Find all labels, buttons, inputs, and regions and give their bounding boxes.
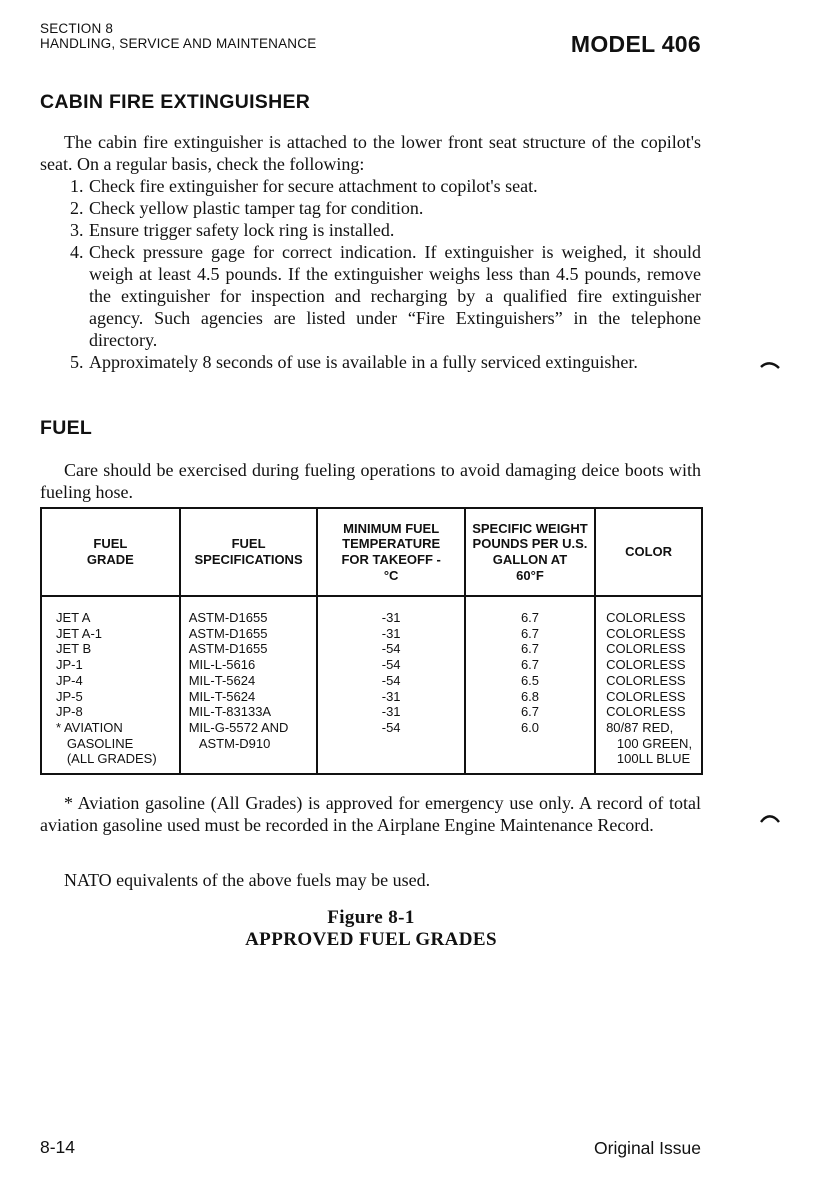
revision-bar [760,812,780,822]
header-color: COLOR [595,508,702,596]
table-body-row [41,596,702,774]
checklist-item: 1. Check fire extinguisher for secure attachment to copilot's seat. [88,175,701,197]
checklist-item: 3. Ensure trigger safety lock ring is installed. [88,219,701,241]
fuel-heading: FUEL [40,417,93,439]
figure-number: Figure 8-1 [327,907,415,928]
cabin-intro-text: The cabin fire extinguisher is attached to the lower front seat structure of the copilot's seat. On a regular basis, check the following: [40,132,701,174]
aviation-gasoline-note [40,792,701,836]
section-title: HANDLING, SERVICE AND MAINTENANCE [40,36,317,51]
fuel-intro-text: Care should be exercised during fueling operations to avoid damaging deice boots with fueling hose. [40,460,701,502]
checklist-item: 5. Approximately 8 seconds of use is available in a fully serviced extinguisher. [88,351,701,373]
fuel-spec-column: ASTM-D1655 ASTM-D1655 ASTM-D1655 MIL-L-5616 MIL-T-5624 MIL-T-5624 MIL-T-83133A MIL-G-5572 AND ASTM-D910 [180,596,318,774]
aviation-gasoline-note-text: * Aviation gasoline (All Grades) is approved for emergency use only. A record of total aviation gasoline used must be recorded in the Airplane Engine Maintenance Record. [40,793,701,835]
page-number: 8-14 [40,1137,76,1157]
revision-bar [760,360,780,370]
table-header-row [41,508,702,596]
min-temp-column: -31 -31 -54 -54 -54 -31 -31 -54 [317,596,464,774]
checklist-item: 2. Check yellow plastic tamper tag for condition. [88,197,701,219]
section-number: SECTION 8 [40,21,114,36]
checklist-item: 4. Check pressure gage for correct indication. If extinguisher is weighed, it should weigh at least 4.5 pounds. If the extinguisher weighs less than 4.5 pounds, remove the extinguisher for inspection and recharging by a qualified fire extinguisher agency. Such agencies are listed under “Fire Extinguishers” in the telephone directory. [88,241,701,351]
fuel-grade-column: JET A JET A-1 JET B JP-1 JP-4 JP-5 JP-8 * AVIATION GASOLINE (ALL GRADES) [41,596,180,774]
header-fuel-specifications: FUEL SPECIFICATIONS [180,508,318,596]
specific-weight-column: 6.7 6.7 6.7 6.7 6.5 6.8 6.7 6.0 [465,596,595,774]
checklist [40,175,701,373]
fuel-grades-table [40,507,703,775]
header-min-temperature: MINIMUM FUEL TEMPERATURE FOR TAKEOFF - °C [317,508,464,596]
cabin-intro [40,131,701,175]
color-column: COLORLESS COLORLESS COLORLESS COLORLESS COLORLESS COLORLESS COLORLESS 80/87 RED, 100 GREEN, 100LL BLUE [595,596,702,774]
cabin-heading: CABIN FIRE EXTINGUISHER [40,91,311,113]
header-specific-weight: SPECIFIC WEIGHT POUNDS PER U.S. GALLON AT 60°F [465,508,595,596]
header-fuel-grade: FUEL GRADE [41,508,180,596]
model-title: MODEL 406 [570,31,701,57]
fuel-intro [40,459,701,503]
nato-note [40,869,701,891]
issue-label: Original Issue [594,1138,701,1158]
section-header [40,21,316,51]
figure-title: APPROVED FUEL GRADES [245,929,497,950]
nato-note-text: NATO equivalents of the above fuels may be used. [64,870,431,890]
